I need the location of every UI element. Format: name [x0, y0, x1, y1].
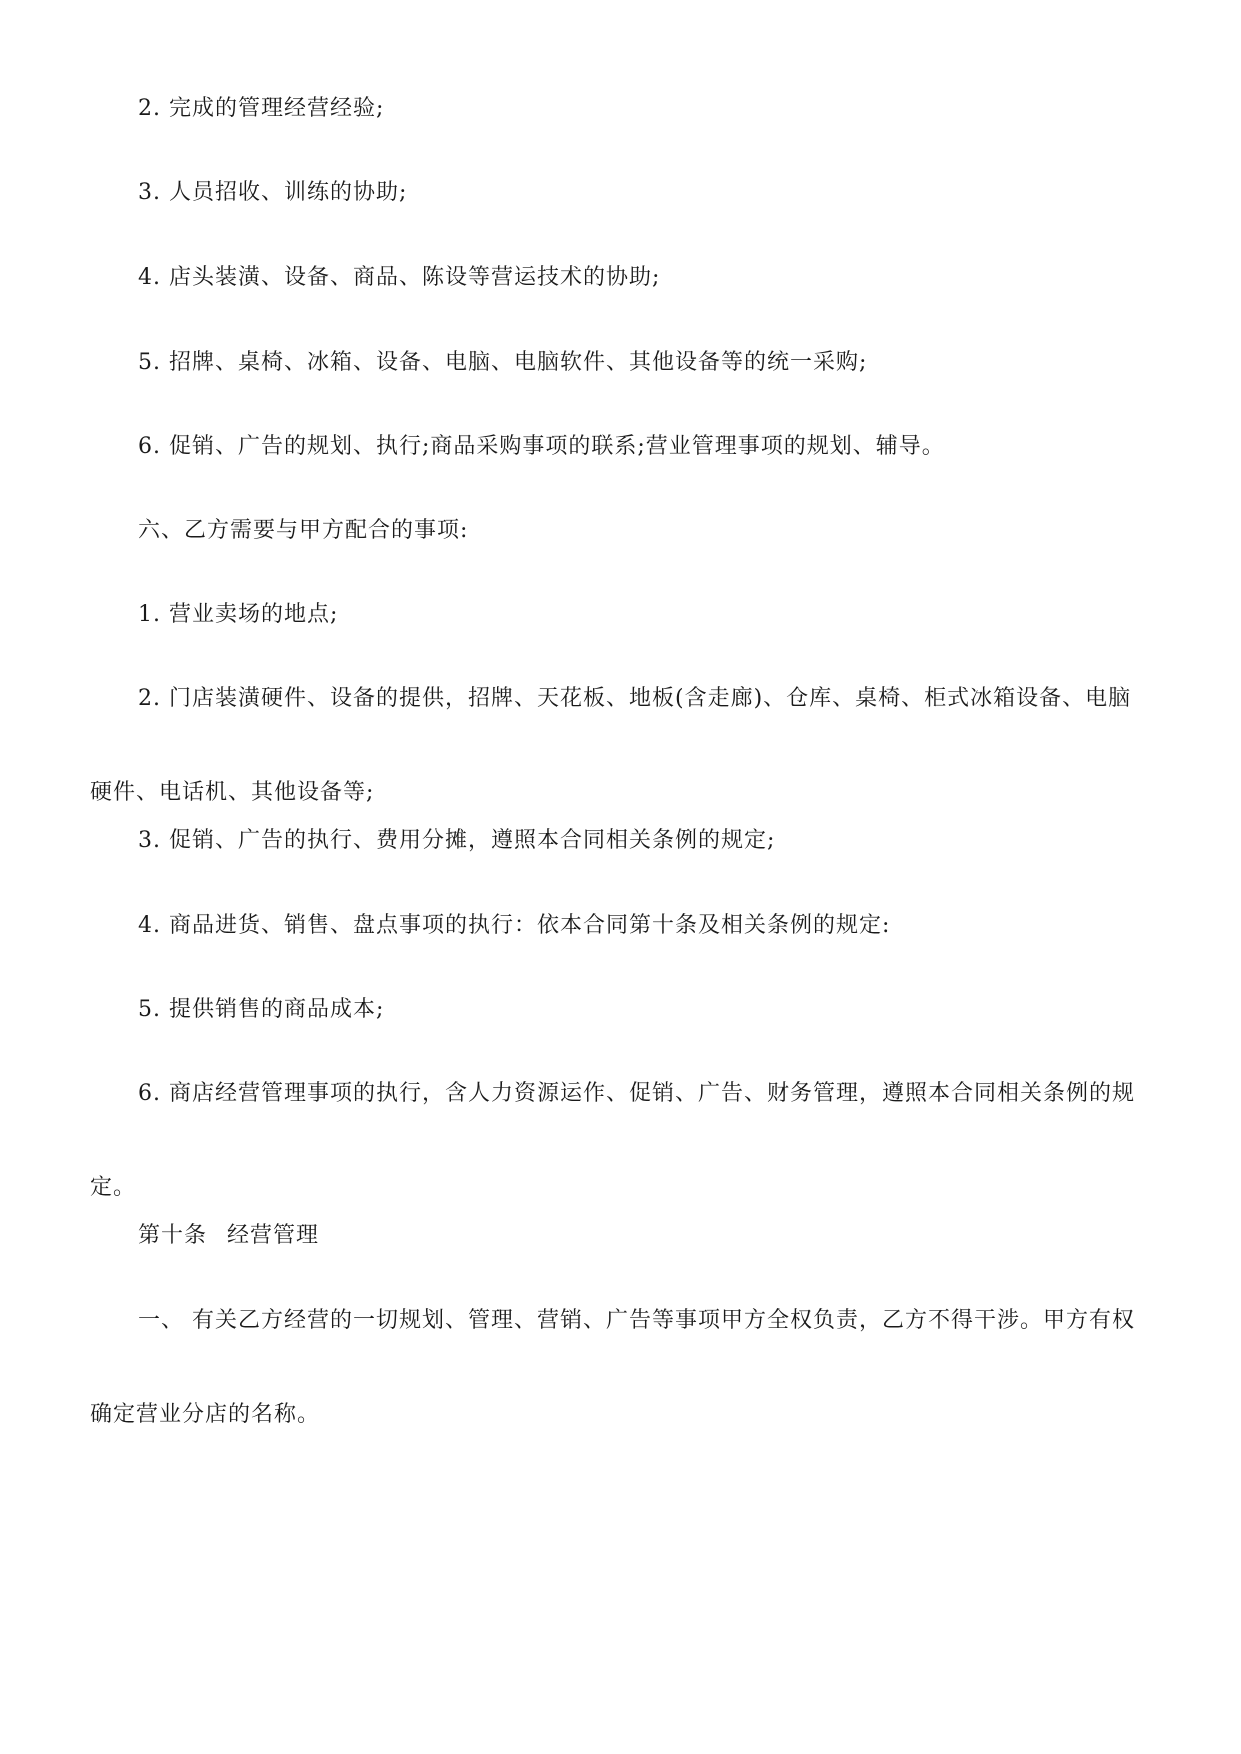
- clause-2-management-experience: 2. 完成的管理经营经验;: [138, 96, 385, 121]
- article-heading: [90, 1189, 1150, 1283]
- item-6-store-management: 6. 商店经营管理事项的执行，含人力资源运作、促销、广告、财务管理，遵照本合同相关条例的规定。: [90, 1081, 1135, 1200]
- article-ten-clause-one: 一、 有关乙方经营的一切规划、管理、营销、广告等事项甲方全权负责，乙方不得干涉。甲方有权确定营业分店的名称。: [90, 1308, 1135, 1427]
- item-3-promotion-costs: 3. 促销、广告的执行、费用分摊，遵照本合同相关条例的规定;: [138, 828, 776, 853]
- item-2-hardware-equipment: 2. 门店装潢硬件、设备的提供，招牌、天花板、地板(含走廊)、仓库、桌椅、柜式冰箱设备、电脑硬件、电话机、其他设备等;: [90, 686, 1132, 805]
- clause-5-unified-purchasing: 5. 招牌、桌椅、冰箱、设备、电脑、电脑软件、其他设备等的统一采购;: [138, 350, 868, 375]
- article-number: 第十条: [138, 1223, 208, 1248]
- clause-3-staff-training: 3. 人员招收、训练的协助;: [138, 180, 408, 205]
- item-4-inventory-execution: 4. 商品进货、销售、盘点事项的执行：依本合同第十条及相关条例的规定:: [138, 913, 891, 938]
- article-title: 经营管理: [227, 1223, 320, 1248]
- section-six-heading: 六、乙方需要与甲方配合的事项:: [138, 518, 469, 543]
- item-1-sales-location: 1. 营业卖场的地点;: [138, 602, 339, 627]
- clause-4-store-decoration: 4. 店头装潢、设备、商品、陈设等营运技术的协助;: [138, 265, 661, 290]
- item-5-product-cost: 5. 提供销售的商品成本;: [138, 997, 385, 1022]
- clause-6-promotion-planning: 6. 促销、广告的规划、执行;商品采购事项的联系;营业管理事项的规划、辅导。: [138, 434, 945, 459]
